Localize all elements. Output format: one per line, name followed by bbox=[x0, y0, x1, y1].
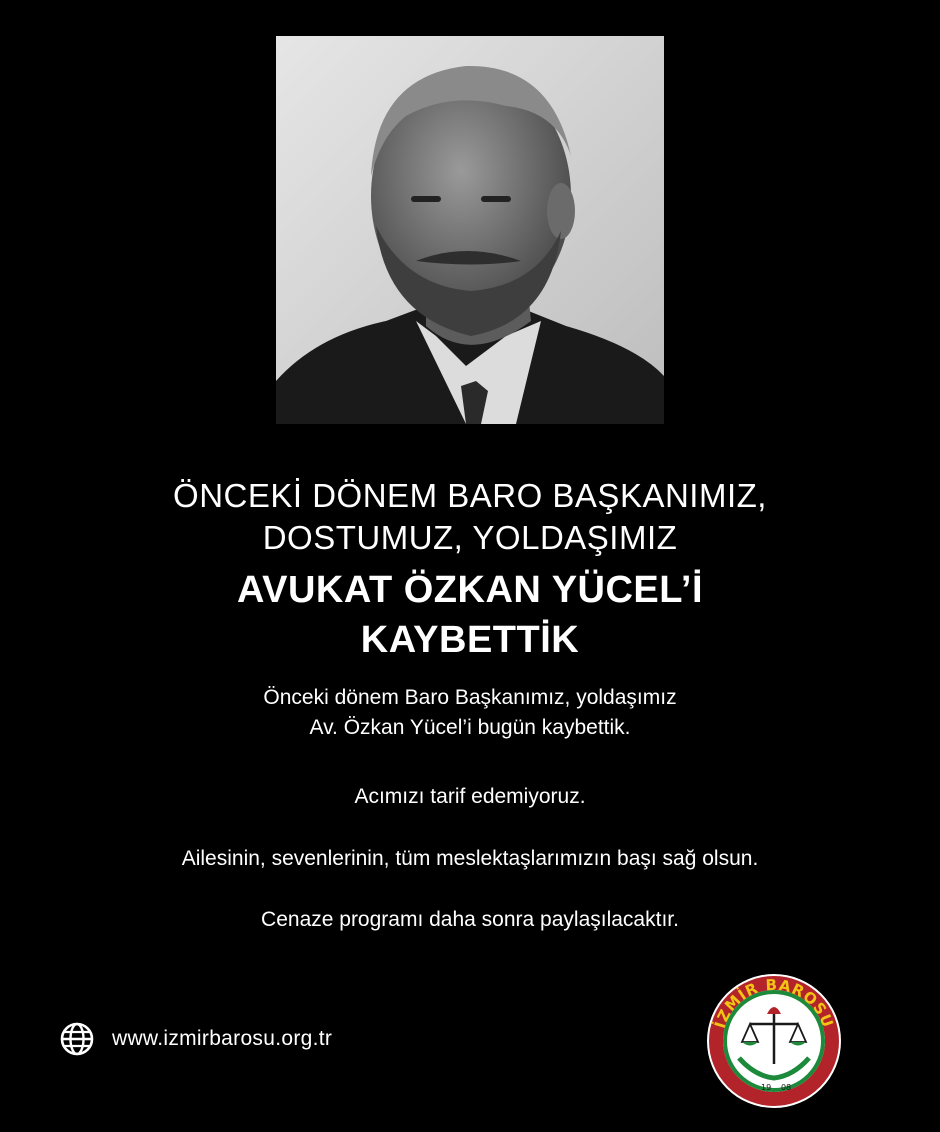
body-paragraph-1b: Av. Özkan Yücel’i bugün kaybettik. bbox=[309, 716, 631, 739]
portrait-illustration bbox=[276, 36, 664, 424]
headline-line-1: ÖNCEKİ DÖNEM BARO BAŞKANIMIZ, bbox=[173, 477, 767, 514]
svg-text:19: 19 bbox=[761, 1083, 772, 1092]
body-paragraph-4: Cenaze programı daha sonra paylaşılacaktır. bbox=[261, 908, 679, 931]
portrait-photo bbox=[276, 36, 664, 424]
body-paragraph-3: Ailesinin, sevenlerinin, tüm meslektaşlarımızın başı sağ olsun. bbox=[181, 847, 759, 870]
headline-line-2: DOSTUMUZ, YOLDAŞIMIZ bbox=[262, 519, 678, 556]
website-link[interactable]: www.izmirbarosu.org.tr bbox=[112, 1027, 333, 1050]
svg-text:08: 08 bbox=[781, 1083, 792, 1092]
body-paragraph-1a: Önceki dönem Baro Başkanımız, yoldaşımız bbox=[263, 686, 677, 709]
svg-text:İZMİR BAROSU: İZMİR BAROSU bbox=[710, 975, 838, 1031]
headline-name: AVUKAT ÖZKAN YÜCEL’İ bbox=[236, 569, 704, 611]
headline-loss: KAYBETTİK bbox=[360, 619, 580, 661]
izmir-barosu-logo bbox=[705, 972, 843, 1110]
body-paragraph-2: Acımızı tarif edemiyoruz. bbox=[354, 785, 586, 808]
globe-icon bbox=[60, 1022, 94, 1056]
